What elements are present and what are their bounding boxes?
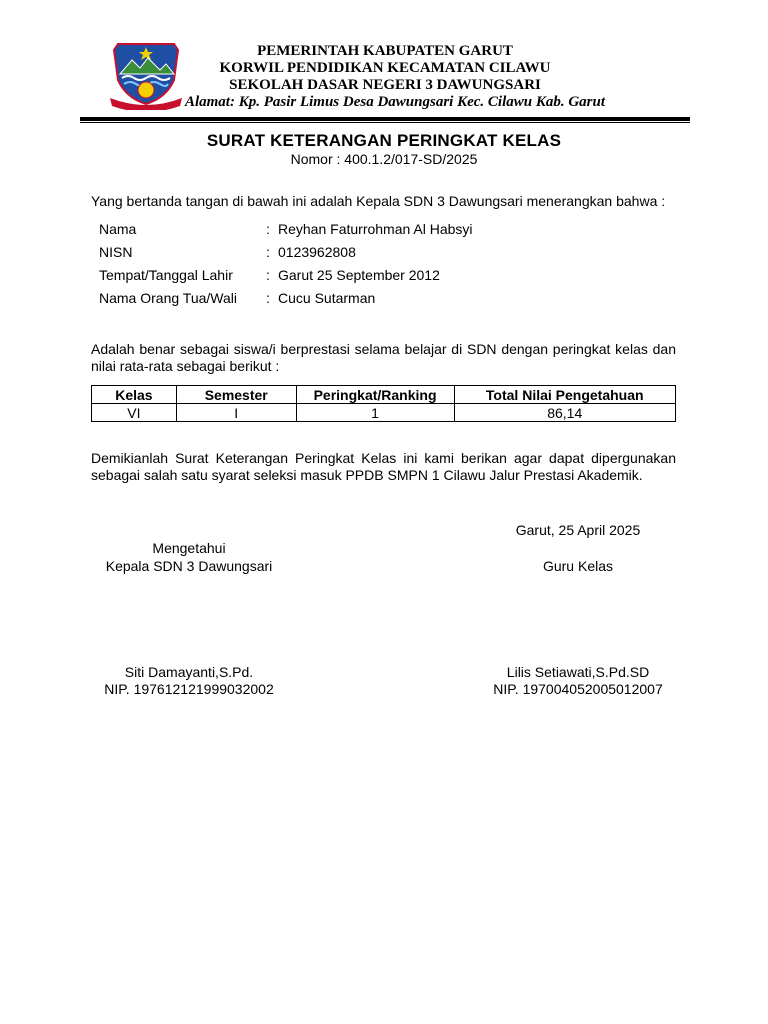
- field-label-nisn: NISN: [99, 244, 133, 260]
- table-cell-kelas: VI: [92, 404, 177, 422]
- place-date: Garut, 25 April 2025: [515, 522, 641, 538]
- table-cell-ranking: 1: [296, 404, 454, 422]
- table-header-kelas: Kelas: [92, 386, 177, 404]
- field-label-birth: Tempat/Tanggal Lahir: [99, 267, 233, 283]
- field-colon: :: [266, 221, 270, 237]
- field-value-guardian: Cucu Sutarman: [278, 290, 376, 306]
- left-signatory-acknowledged: Mengetahui: [152, 540, 226, 556]
- left-signatory-name: Siti Damayanti,S.Pd.: [124, 664, 254, 680]
- table-row: [92, 404, 676, 422]
- letterhead-divider-thick: [80, 117, 690, 121]
- field-colon: :: [266, 244, 270, 260]
- table-header-semester: Semester: [176, 386, 296, 404]
- document-number: Nomor : 400.1.2/017-SD/2025: [290, 151, 478, 167]
- ranking-table: [91, 385, 676, 422]
- letterhead-address: Alamat: Kp. Pasir Limus Desa Dawungsari Kec. Cilawu Kab. Garut: [184, 94, 606, 110]
- field-value-nisn: 0123962808: [278, 244, 356, 260]
- statement-paragraph: Adalah benar sebagai siswa/i berprestasi selama belajar di SDN dengan peringkat kelas dan nilai rata-rata sebagai berikut :: [91, 341, 676, 374]
- right-signatory-nip: NIP. 197004052005012007: [493, 681, 663, 697]
- left-signatory-nip: NIP. 197612121999032002: [104, 681, 274, 697]
- field-label-guardian: Nama Orang Tua/Wali: [99, 290, 237, 306]
- table-cell-semester: I: [176, 404, 296, 422]
- field-colon: :: [266, 290, 270, 306]
- closing-paragraph: Demikianlah Surat Keterangan Peringkat Kelas ini kami berikan agar dapat dipergunakan sebagai salah satu syarat seleksi masuk PPDB SMPN 1 Cilawu Jalur Prestasi Akademik.: [91, 450, 676, 483]
- left-signatory-title: Kepala SDN 3 Dawungsari: [105, 558, 273, 574]
- letterhead-government-line: PEMERINTAH KABUPATEN GARUT: [257, 43, 513, 59]
- table-header-ranking: Peringkat/Ranking: [296, 386, 454, 404]
- intro-paragraph: Yang bertanda tangan di bawah ini adalah Kepala SDN 3 Dawungsari menerangkan bahwa :: [91, 193, 666, 209]
- table-header-total-nilai: Total Nilai Pengetahuan: [454, 386, 676, 404]
- table-header-row: [92, 386, 676, 404]
- field-value-birth: Garut 25 September 2012: [278, 267, 440, 283]
- document-title: SURAT KETERANGAN PERINGKAT KELAS: [206, 131, 562, 150]
- field-colon: :: [266, 267, 270, 283]
- letterhead-district-line: KORWIL PENDIDIKAN KECAMATAN CILAWU: [219, 60, 551, 76]
- letterhead-school-line: SEKOLAH DASAR NEGERI 3 DAWUNGSARI: [229, 77, 541, 93]
- letterhead-divider-thin: [80, 122, 690, 123]
- field-label-name: Nama: [99, 221, 137, 237]
- field-value-name: Reyhan Faturrohman Al Habsyi: [278, 221, 473, 237]
- right-signatory-name: Lilis Setiawati,S.Pd.SD: [506, 664, 650, 680]
- table-cell-total-nilai: 86,14: [454, 404, 676, 422]
- right-signatory-title: Guru Kelas: [542, 558, 614, 574]
